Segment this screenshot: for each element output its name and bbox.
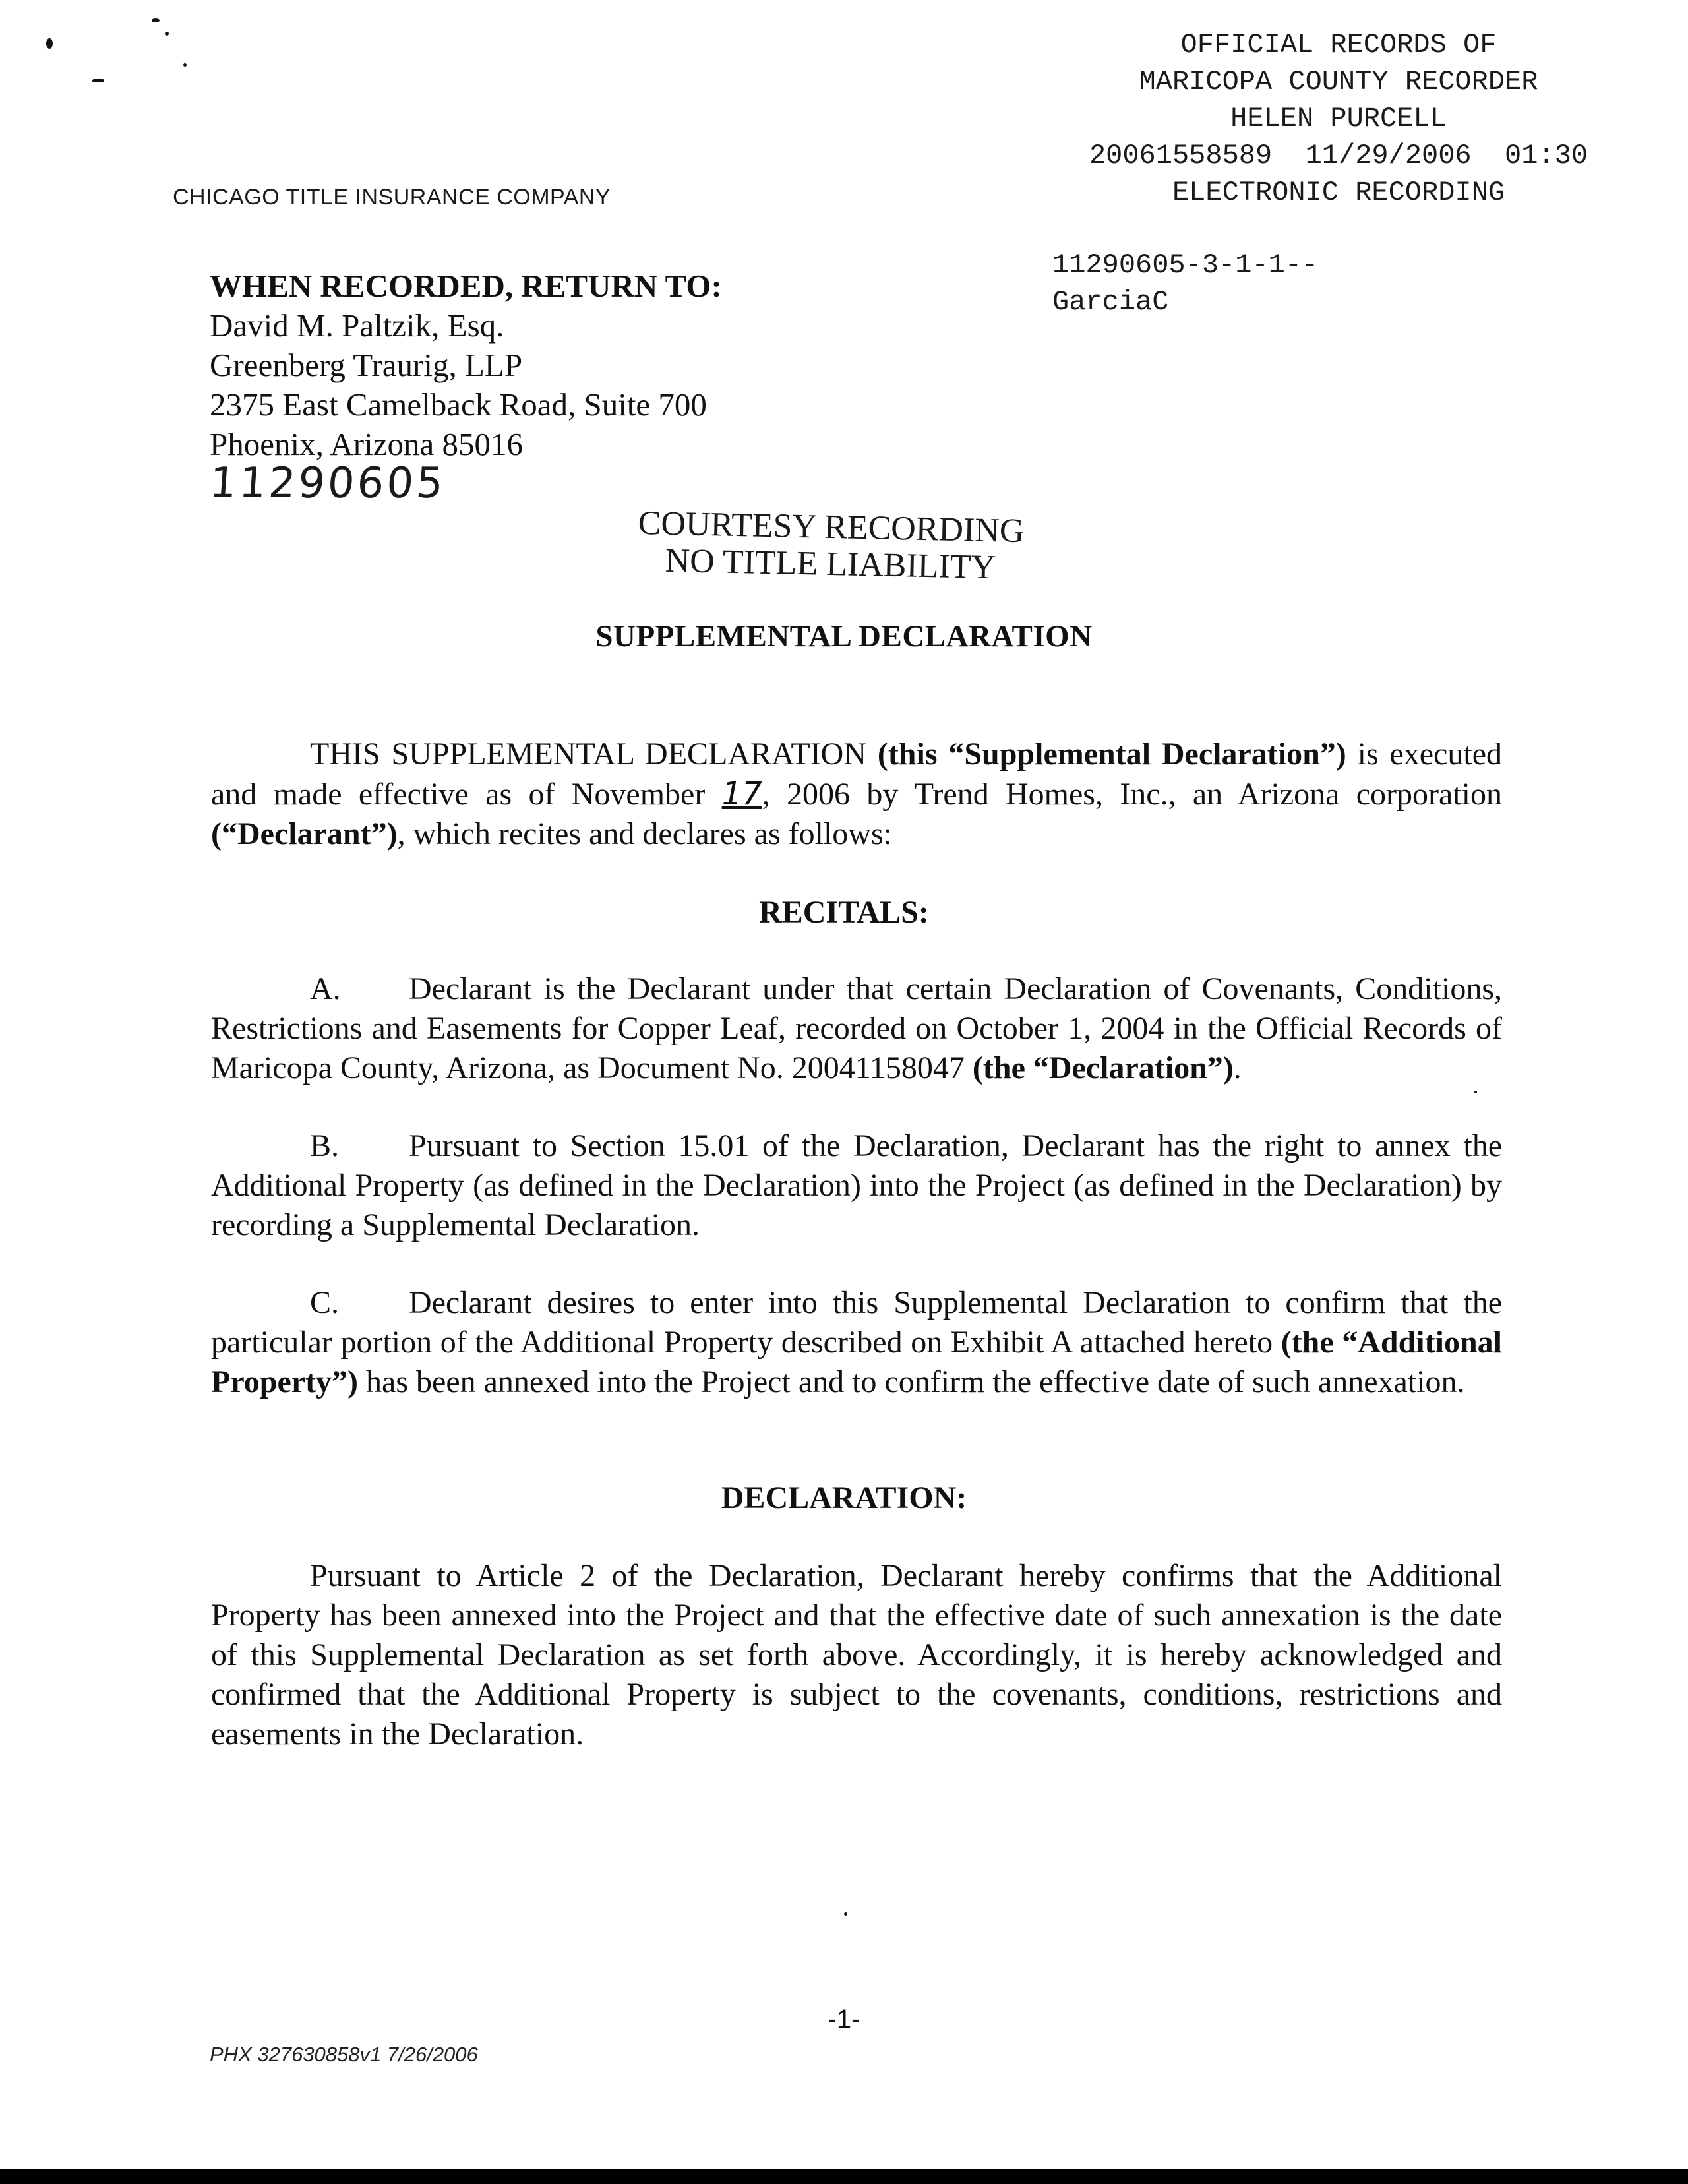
return-to-line: Greenberg Traurig, LLP (210, 347, 523, 383)
return-to-line: David M. Paltzik, Esq. (210, 307, 504, 344)
recital-text: Pursuant to Section 15.01 of the Declaration, Declarant has the right to annex the Additional Property (as defined in the Declaration) into the Project (as defined in the Declaration) by recording a Supplemental Declaration. (211, 1128, 1502, 1242)
title-company: CHICAGO TITLE INSURANCE COMPANY (173, 185, 611, 210)
recital-a (211, 969, 1502, 1088)
scan-speck (844, 1912, 847, 1916)
intro-text: is executed and made effective as of November (211, 737, 1503, 812)
intro-paragraph (211, 735, 1502, 854)
recorder-line: MARICOPA COUNTY RECORDER (1139, 66, 1538, 98)
handwritten-number: 11290605 (208, 459, 448, 508)
recording-number-date: 20061558589 11/29/2006 01:30 (1089, 140, 1588, 171)
declaration-paragraph: Pursuant to Article 2 of the Declaration, Declarant hereby confirms that the Additional Property has been annexed into the Project and that the effective date of such annexation is the date of this Supplemental Declaration as set forth above. Accordingly, it is hereby acknowledged and confirmed that the Additional Property is subject to the covenants, conditions, restrictions and easements in the Declaration. (211, 1558, 1502, 1751)
intro-bold: (this “Supplemental Declaration”) (877, 737, 1346, 772)
page-number: -1- (828, 2005, 860, 2034)
recorder-line: ELECTRONIC RECORDING (1172, 177, 1505, 208)
scan-speck (152, 18, 160, 22)
scan-speck (46, 38, 53, 49)
scan-speck (1474, 1091, 1477, 1093)
document-footer-id: PHX 327630858v1 7/26/2006 (210, 2043, 478, 2066)
recorder-line: OFFICIAL RECORDS OF (1180, 29, 1497, 61)
recital-letter: A. (310, 971, 341, 1006)
recorder-stamp (1029, 26, 1648, 211)
recital-text: Declarant desires to enter into this Supplemental Declaration to confirm that the particular portion of the Additional Property described on Exhibit A attached hereto (211, 1285, 1502, 1360)
recital-tail: has been annexed into the Project and to confirm the effective date of such annexation. (358, 1364, 1465, 1399)
doc-ref-number: 11290605-3-1-1-- (1052, 249, 1319, 281)
recital-letter: B. (310, 1128, 340, 1163)
recital-b (211, 1126, 1502, 1245)
document-title: SUPPLEMENTAL DECLARATION (595, 619, 1093, 653)
doc-ref-clerk: GarciaC (1052, 286, 1169, 318)
recital-bold: (the “Declaration”) (972, 1050, 1234, 1085)
intro-bold: (“Declarant”) (211, 816, 398, 851)
recorder-line: HELEN PURCELL (1230, 103, 1447, 135)
recital-tail: . (1233, 1050, 1242, 1085)
handwritten-day: 17 (721, 775, 762, 812)
return-to-heading: WHEN RECORDED, RETURN TO: (210, 268, 722, 304)
courtesy-recording-stamp (619, 504, 1042, 587)
intro-text: THIS SUPPLEMENTAL DECLARATION (310, 737, 878, 772)
return-to-line: Phoenix, Arizona 85016 (210, 426, 523, 462)
intro-text: , 2006 by Trend Homes, Inc., an Arizona corporation (762, 777, 1502, 812)
scan-speck (183, 63, 187, 67)
scan-speck (92, 79, 104, 82)
return-to-line: 2375 East Camelback Road, Suite 700 (210, 386, 707, 423)
recital-bold: (the “Additional Property”) (211, 1325, 1502, 1399)
intro-text: , which recites and declares as follows: (397, 816, 892, 851)
recital-letter: C. (310, 1285, 340, 1320)
stamp-line: NO TITLE LIABILITY (665, 541, 996, 587)
recital-c (211, 1283, 1502, 1402)
scan-speck (165, 32, 169, 36)
document-reference (1052, 247, 1318, 320)
return-to-block (210, 266, 722, 464)
scan-bottom-border (0, 2169, 1688, 2184)
recital-text: Declarant is the Declarant under that certain Declaration of Covenants, Conditions, Restrictions and Easements for Copper Leaf, recorded on October 1, 2004 in the Official Records of Maricopa County, Arizona, as Document No. 20041158047 (211, 971, 1502, 1085)
stamp-line: COURTESY RECORDING (638, 504, 1025, 551)
recitals-heading: RECITALS: (759, 895, 929, 930)
declaration-heading: DECLARATION: (721, 1480, 967, 1515)
